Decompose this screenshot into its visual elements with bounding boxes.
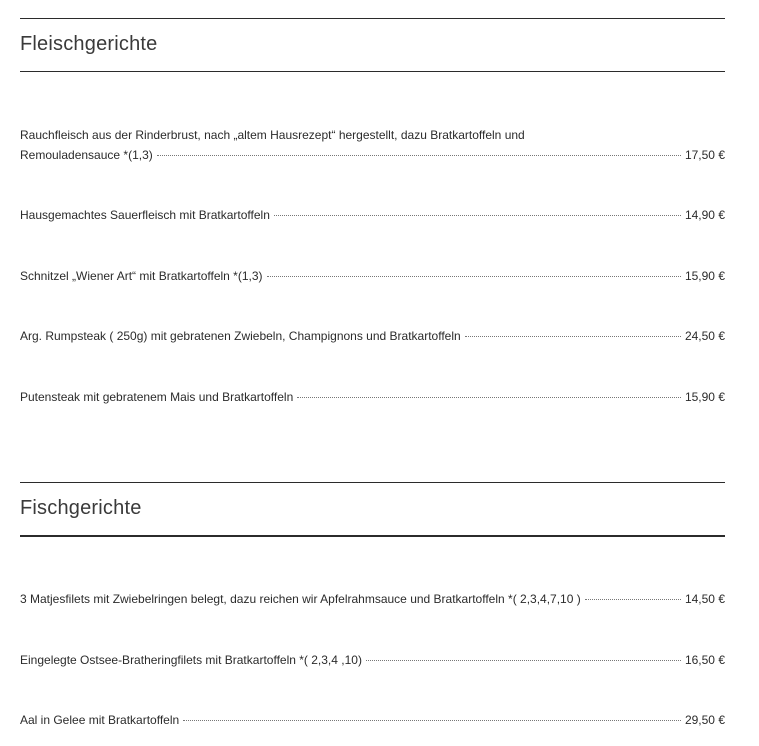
menu-item <box>20 589 725 609</box>
menu-item-name: Arg. Rumpsteak ( 250g) mit gebratenen Zwiebeln, Champignons und Bratkartoffeln <box>20 329 461 343</box>
menu-item-name: Aal in Gelee mit Bratkartoffeln <box>20 713 180 727</box>
dot-leader <box>183 719 681 721</box>
dot-leader <box>585 598 681 600</box>
menu-item <box>20 125 725 165</box>
menu-item-price: 17,50 € <box>684 148 725 162</box>
menu-item-price: 16,50 € <box>684 653 725 667</box>
menu-item-price: 15,90 € <box>684 269 725 283</box>
dot-leader <box>274 214 681 216</box>
menu-item <box>20 205 725 225</box>
dot-leader <box>297 396 681 398</box>
menu-item-price: 29,50 € <box>684 713 725 727</box>
menu-item <box>20 266 725 286</box>
dot-leader <box>366 659 681 661</box>
menu-item-price: 24,50 € <box>684 329 725 343</box>
section-divider-top <box>20 482 725 483</box>
menu-item-name: Eingelegte Ostsee-Bratheringfilets mit Bratkartoffeln *( 2,3,4 ,10) <box>20 653 362 667</box>
section-divider-bottom <box>20 71 725 72</box>
section-fleischgerichte <box>20 18 725 418</box>
menu-item-name: Schnitzel „Wiener Art“ mit Bratkartoffeln *(1,3) <box>20 269 263 283</box>
menu-item-name: 3 Matjesfilets mit Zwiebelringen belegt, dazu reichen wir Apfelrahmsauce und Bratkartoffeln *( 2,3,4,7,10 ) <box>20 592 581 606</box>
menu-item-name: Remouladensauce *(1,3) <box>20 148 153 162</box>
menu-item <box>20 326 725 346</box>
menu-item-price: 14,90 € <box>684 208 725 222</box>
menu-item-price: 14,50 € <box>684 592 725 606</box>
section-title: Fischgerichte <box>20 497 142 519</box>
menu-item <box>20 650 725 670</box>
section-divider-top <box>20 18 725 19</box>
section-divider-bottom <box>20 535 725 537</box>
dot-leader <box>267 275 681 277</box>
menu-item <box>20 710 725 730</box>
section-title: Fleischgerichte <box>20 33 158 55</box>
dot-leader <box>465 335 681 337</box>
menu-item-description-line: Rauchfleisch aus der Rinderbrust, nach „altem Hausrezept“ hergestellt, dazu Bratkartoffeln und <box>20 128 525 142</box>
section-fischgerichte <box>20 482 725 744</box>
dot-leader <box>157 154 681 156</box>
menu-item-name: Hausgemachtes Sauerfleisch mit Bratkartoffeln <box>20 208 270 222</box>
menu-item <box>20 387 725 407</box>
menu-item-price: 15,90 € <box>684 390 725 404</box>
menu-item-name: Putensteak mit gebratenem Mais und Bratkartoffeln <box>20 390 294 404</box>
